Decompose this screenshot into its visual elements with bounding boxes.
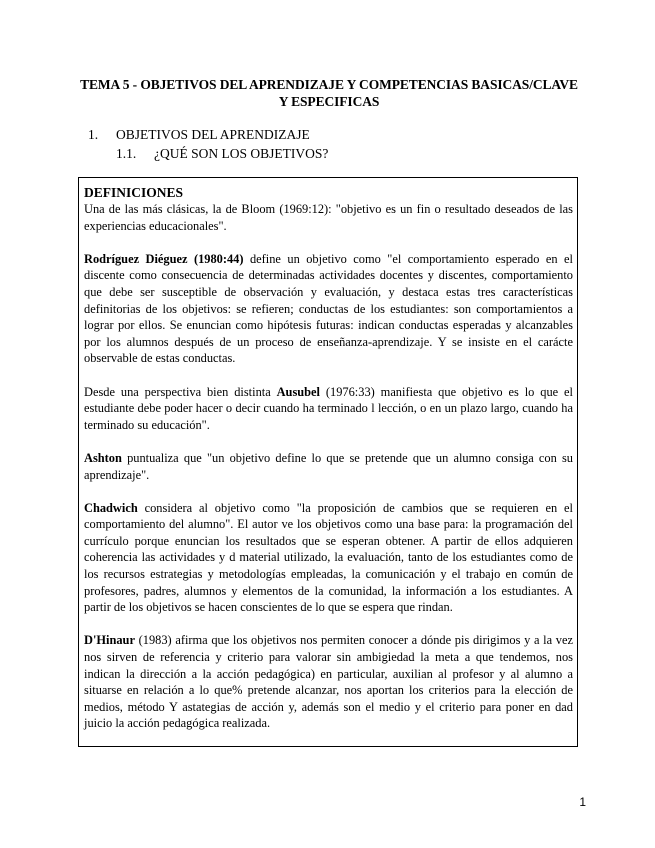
ausubel-text: (1976:33) manifiesta que objetivo es lo que el estudiante debe poder hacer o decir cuando ha terminado l lección, o en un plazo largo, cuando ha terminado su educación". — [84, 384, 573, 432]
author-ausubel: Ausubel — [276, 384, 320, 399]
section-heading — [88, 127, 310, 143]
definitions-heading: DEFINICIONES — [84, 185, 184, 200]
chadwich-text: considera al objetivo como "la proposición de cambios que se requieren en el comportamiento del alumno". El autor ve los objetivos como una base para: la programación del currículo porque enuncian los resultados que se esperan obtener. A partir de ellos adquieren coherencia las actividades y d material utilizado, la evaluación, tanto de los estudiantes como de los recursos estrategias y metodologías empleadas, la comunicación y el trabajo en común de profesores, padres, alumnos y elementos de la comunidad, la información a los estudiantes. A partir de los objetivos se hacen conscientes de lo que se espera que rindan. — [84, 500, 573, 615]
ashton-text: puntualiza que "un objetivo define lo que se pretende que un alumno consiga con su aprendizaje". — [84, 450, 573, 482]
ausubel-paragraph — [84, 384, 573, 434]
subsection-heading — [116, 146, 328, 162]
ashton-paragraph — [84, 450, 573, 483]
author-chadwich: Chadwich — [84, 500, 138, 515]
page-number: 1 — [579, 795, 586, 809]
dhinaur-paragraph — [84, 632, 573, 732]
chadwich-paragraph — [84, 500, 573, 616]
dhinaur-text: (1983) afirma que los objetivos nos permiten conocer a dónde pis dirigimos y a la vez nos sirven de referencia y criterio para valorar sin ambigiedad la meta a que tendemos, nos indican la dirección a la acción pedagógica) en particular, auxilian al profesor y al alumno a situarse en relación a lo que% pretende alcanzar, nos aportan los criterios para la elección de medios, método Y astategias de acción y, además son el medio y el criterio para poner en dad juicio la acción pedagógica realizada. — [84, 633, 573, 731]
author-dhinaur: D'Hinaur — [84, 633, 135, 648]
ausubel-intro: Desde una perspectiva bien distinta — [84, 384, 277, 399]
author-rodriguez: Rodríguez Diéguez (1980:44) — [84, 251, 244, 266]
document-title: TEMA 5 - OBJETIVOS DEL APRENDIZAJE Y COMPETENCIAS BASICAS/CLAVE Y ESPECIFICAS — [80, 77, 578, 109]
subsection-number: 1.1. — [116, 146, 137, 161]
section-label: OBJETIVOS DEL APRENDIZAJE — [116, 127, 310, 142]
rodriguez-text: define un objetivo como "el comportamiento esperado en el discente como consecuencia de determinadas actividades docentes y discentes, comportamiento que debe ser susceptible de observación y evaluación, y destaca estas tres características definitorias de los objetivos: se refieren; conductas de los estudiantes: son comportamientos a lograr por ellos. Se enuncian como hipótesis futuras: indican conductas esperadas y alcanzables por los alumnos después de un proceso de enseñanza-aprendizaje. Y se insiste en el carácte observable de estas conductas. — [84, 251, 573, 366]
subsection-label: ¿QUÉ SON LOS OBJETIVOS? — [154, 146, 329, 161]
section-number: 1. — [88, 127, 99, 142]
bloom-paragraph: Una de las más clásicas, la de Bloom (1969:12): "objetivo es un fin o resultado deseados de las experiencias educacionales". — [84, 202, 573, 233]
author-ashton: Ashton — [84, 450, 122, 465]
definitions-box — [78, 177, 578, 747]
rodriguez-paragraph — [84, 251, 573, 367]
